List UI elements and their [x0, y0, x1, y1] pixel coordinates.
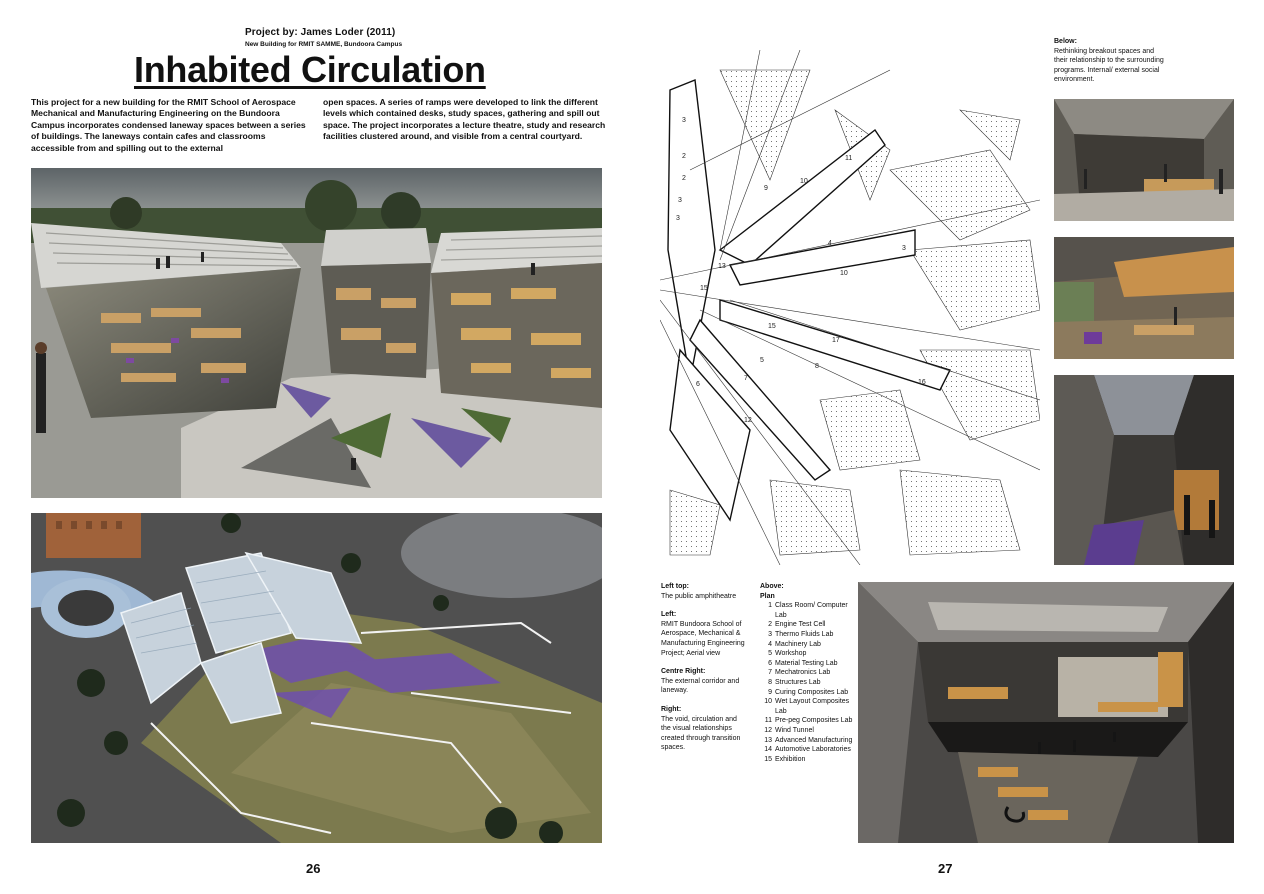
breakout-space-photo-2 — [1054, 237, 1234, 359]
below-caption-text: Rethinking breakout spaces and their relationship to the surrounding programs. Internal/ external social environment. — [1054, 47, 1164, 84]
plan-label: 17 — [832, 337, 840, 344]
image-captions — [661, 582, 746, 762]
plan-label: 9 — [764, 185, 768, 192]
caption-text: The external corridor and laneway. — [661, 677, 740, 695]
legend-item: 2 Engine Test Cell — [768, 621, 826, 629]
caption-heading: Left: — [661, 611, 677, 619]
intro-text-column-2: open spaces. A series of ramps were developed to link the different levels which contained desks, study spaces, gathering and spill out space. The project incorporates a lecture theatre, study and research facilities clustered around, and visible from a central courtyard. — [323, 97, 606, 142]
page-number-right: 27 — [938, 861, 953, 876]
plan-label: 16 — [918, 379, 926, 386]
caption-right — [661, 705, 746, 753]
legend-item: 11 Pre-peg Composites Lab — [764, 717, 853, 725]
legend-item: 4 Machinery Lab — [768, 640, 821, 648]
plan-label: 7 — [744, 375, 748, 382]
below-caption — [1054, 37, 1164, 85]
plan-label: 2 — [682, 175, 686, 182]
page-title: Inhabited Circulation — [134, 49, 486, 90]
plan-label: 3 — [676, 215, 680, 222]
void-circulation-render — [858, 582, 1234, 843]
plan-label: 3 — [902, 245, 906, 252]
plan-label: 3 — [678, 197, 682, 204]
legend-item: 14 Automotive Laboratories — [764, 746, 851, 754]
plan-legend-heading: Above: — [760, 583, 784, 590]
caption-left — [661, 610, 746, 658]
aerial-view-render — [31, 513, 602, 843]
plan-label: 10 — [840, 270, 848, 277]
legend-item: 9 Curing Composites Lab — [768, 688, 849, 696]
legend-item: 1 Class Room/ Computer Lab — [768, 602, 848, 619]
caption-text: The void, circulation and the visual relationships created through transition spaces. — [661, 715, 741, 752]
legend-item: 12 Wind Tunnel — [764, 726, 814, 734]
caption-text: The public amphitheatre — [661, 592, 737, 600]
plan-label: 12 — [744, 417, 752, 424]
plan-label: 13 — [718, 263, 726, 270]
project-subtitle: New Building for RMIT SAMME, Bundoora Campus — [245, 41, 403, 48]
legend-item: 13 Advanced Manufacturing — [764, 736, 853, 744]
external-corridor-photo — [1054, 375, 1234, 565]
page-number-left: 26 — [306, 861, 321, 876]
legend-item: 8 Structures Lab — [768, 678, 821, 686]
legend-item: 15 Exhibition — [764, 755, 806, 763]
legend-item: 10 Wet Layout Composites Lab — [764, 698, 850, 715]
caption-centre-right — [661, 667, 746, 696]
plan-label: 8 — [815, 363, 819, 370]
plan-label: 4 — [828, 240, 832, 247]
caption-text: RMIT Bundoora School of Aerospace, Mechanical & Manufacturing Engineering Project; Aerial view — [661, 620, 745, 657]
caption-heading: Centre Right: — [661, 668, 706, 676]
legend-item: 7 Mechatronics Lab — [768, 669, 831, 677]
caption-heading: Right: — [661, 705, 682, 713]
plan-label: 2 — [682, 153, 686, 160]
intro-text-column-1: This project for a new building for the RMIT School of Aerospace Mechanical and Manufacturing Engineering on the Bundoora Campus incorporates condensed laneway spaces between a series of buildings. The laneways contain cafes and classrooms accessible from and spilling out to the external — [31, 97, 306, 153]
caption-heading: Left top: — [661, 583, 689, 590]
caption-left-top — [661, 582, 746, 601]
amphitheatre-render — [31, 168, 602, 498]
plan-label: 15 — [700, 285, 708, 292]
floor-plan-drawing — [660, 50, 1040, 565]
plan-label: 3 — [682, 117, 686, 124]
plan-legend-subheading: Plan — [760, 592, 775, 600]
below-caption-heading: Below: — [1054, 38, 1077, 45]
plan-label: 10 — [800, 178, 808, 185]
plan-label: 6 — [696, 381, 700, 388]
legend-item: 6 Material Testing Lab — [768, 659, 838, 667]
legend-item: 3 Thermo Fluids Lab — [768, 630, 834, 638]
plan-label: 11 — [845, 155, 853, 162]
breakout-space-photo-1 — [1054, 99, 1234, 221]
legend-item: 5 Workshop — [768, 650, 807, 658]
plan-legend — [760, 582, 855, 764]
plan-label: 15 — [768, 323, 776, 330]
plan-label: 5 — [760, 357, 764, 364]
project-credit: Project by: James Loder (2011) — [245, 27, 396, 38]
